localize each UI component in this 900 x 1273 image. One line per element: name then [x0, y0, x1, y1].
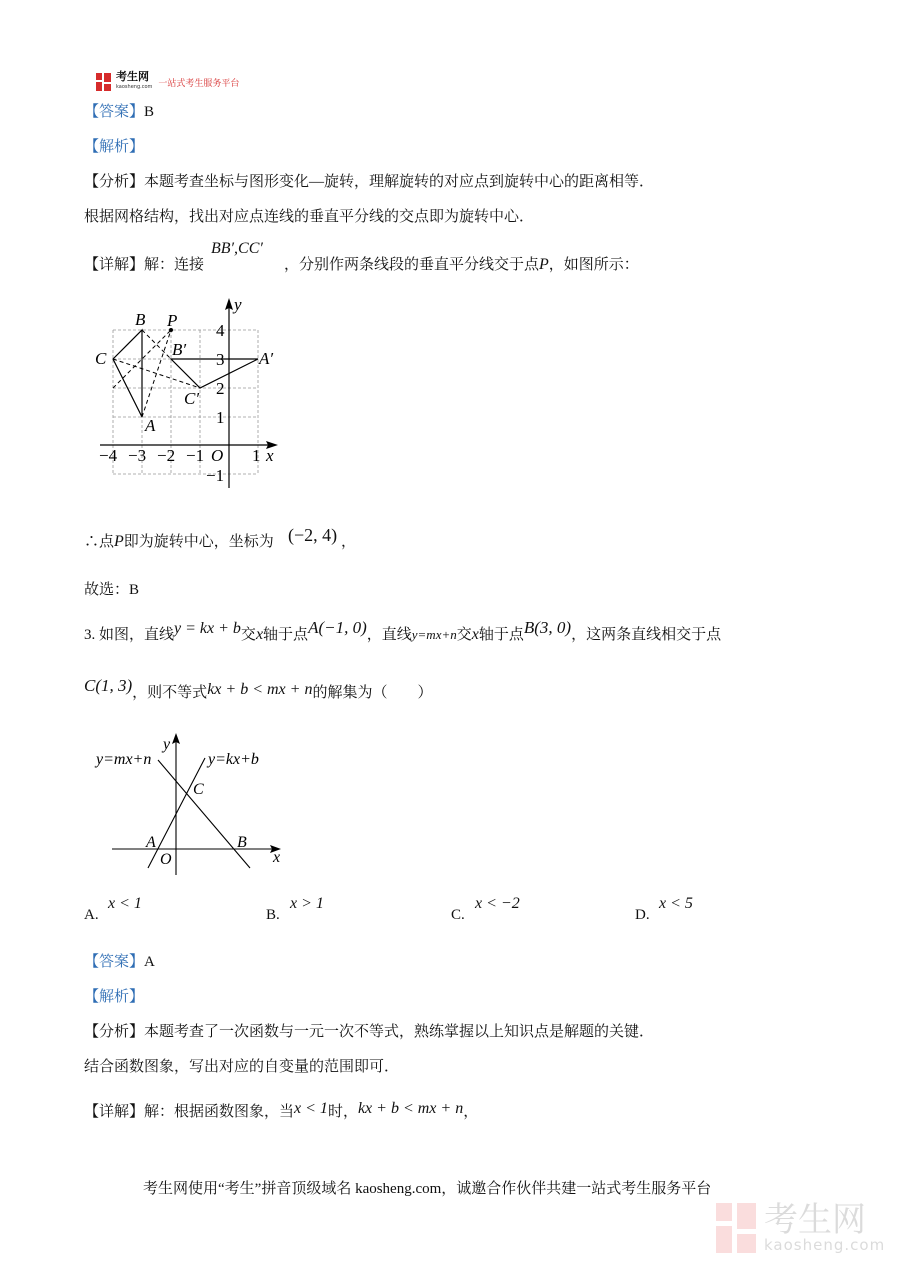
option-a[interactable]: A. — [84, 907, 99, 923]
svg-text:−4: −4 — [99, 446, 118, 465]
fenxi-text: 本题考查了一次函数与一元一次不等式，熟练掌握以上知识点是解题的关键． — [144, 1024, 655, 1040]
footer-text: 考生网使用“考生”拼音顶级域名 kaosheng.com，诚邀合作伙伴共建一站式考生服务平台 — [143, 1181, 712, 1197]
fenxi-text: 本题考查坐标与图形变化—旋转，理解旋转的对应点到旋转中心的距离相等． — [144, 174, 655, 190]
svg-text:−1: −1 — [206, 466, 225, 485]
answer: B — [144, 104, 155, 120]
label-b: B — [135, 310, 146, 329]
fenxi-label: 【分析】 — [84, 174, 145, 190]
option-d[interactable]: D. — [635, 907, 650, 923]
label-kx-b: y=kx+b — [208, 751, 259, 768]
formula-bb-cc: BB′,CC′ — [211, 240, 263, 257]
label-c-prime: C′ — [184, 389, 200, 408]
linear-functions-figure — [0, 720, 320, 890]
detail-line: 【详解】解：根据函数图象，当x < 1时，kx + b < mx + n， — [84, 1100, 479, 1120]
triangle-abc — [113, 330, 142, 417]
label-p: P — [167, 311, 178, 330]
svg-text:2: 2 — [216, 379, 225, 398]
label-b-prime: B′ — [172, 340, 187, 359]
label-y: y — [163, 736, 171, 753]
detail-text: 解：连接 — [144, 257, 205, 273]
label-a: A — [146, 834, 156, 851]
fenxi-text-2: 根据网格结构，找出对应点连线的垂直平分线的交点即为旋转中心． — [84, 209, 535, 225]
choice: 故选：B — [84, 582, 140, 598]
label-a: A — [145, 416, 156, 435]
svg-text:−1: −1 — [186, 446, 205, 465]
answer-label: 【答案】 — [84, 954, 145, 970]
label-x: x — [273, 849, 281, 866]
triangle-abc-prime — [171, 359, 258, 388]
svg-text:−2: −2 — [157, 446, 176, 465]
svg-text:−3: −3 — [128, 446, 147, 465]
detail-label: 【详解】 — [84, 257, 145, 273]
label-o: O — [211, 446, 224, 465]
option-c[interactable]: C. — [451, 907, 465, 923]
analysis-label: 【解析】 — [84, 139, 145, 155]
slogan: 一站式考生服务平台 — [158, 78, 240, 89]
q3-line1: 3. 如图，直线y = kx + b交x轴于点A(−1, 0)，直线y=mx+n交x轴于点B(3, 0)，这两条直线相交于点 — [84, 618, 722, 643]
fenxi-text-2: 结合函数图象，写出对应的自变量的范围即可． — [84, 1059, 400, 1075]
analysis-label: 【解析】 — [84, 989, 145, 1005]
svg-text:4: 4 — [216, 321, 225, 340]
svg-text:3: 3 — [216, 350, 225, 369]
label-x: x — [266, 446, 274, 465]
svg-text:1: 1 — [216, 408, 225, 427]
label-mx-n: y=mx+n — [96, 751, 152, 768]
document-page: 考生网 kaosheng.com 一站式考生服务平台 【答案】B 【解析】 【分析】本题考查坐标与图形变化—旋转，理解旋转的对应点到旋转中心的距离相等． 根据网格结构，找出对应点连线的垂直平分线的交点即为旋转中心． 【详解】解：连接 BB′,CC′ ，分别作两条线段的垂直平分线交于点P，如图所示： B P C B′ A′ C′ A O x y −4 −3 −2 −1 1 4 3 2 1 −1 ∴点P即为旋转中心，坐标为 (−2, 4) ， 故选：B 3. 如图，直线y = kx + b交x轴于点A(−1, 0)，直线y=mx+n交x轴于点B(3, 0)，这两条直线相交于点 C(1, 3)，则不等式kx + b < mx + n的解集为（ ） y=mx+n y=kx+b C A B O x y A. x < 1 B. x > 1 C. x < −2 D. x < 5 【答案】A 【解析】 【分析】本题考查了一次函数与一元一次不等式，熟练掌握以上知识点是解题的关键． 结合函数图象，写出对应的自变量的范围即可． 【详解】解：根据函数图象，当x < 1时，kx + b < mx + n， 考生网使用“考生”拼音顶级域名 kaosheng.com，诚邀合作伙伴共建一站式考生服务平台 考生网 kaosheng.com — [0, 0, 900, 1273]
label-y: y — [234, 295, 242, 314]
label-c: C — [193, 781, 204, 798]
watermark-logo-icon — [716, 1203, 756, 1253]
svg-text:1: 1 — [252, 446, 261, 465]
answer: A — [144, 954, 155, 970]
watermark: 考生网 kaosheng.com — [716, 1203, 885, 1253]
label-c: C — [95, 349, 107, 368]
line-mx-n — [158, 760, 250, 868]
kaosheng-logo: 考生网 kaosheng.com 一站式考生服务平台 — [96, 72, 239, 92]
option-b[interactable]: B. — [266, 907, 280, 923]
answer-label: 【答案】 — [84, 104, 145, 120]
rotation-figure — [0, 0, 900, 520]
label-a-prime: A′ — [259, 349, 274, 368]
label-b: B — [237, 834, 247, 851]
q3-line2: C(1, 3)，则不等式kx + b < mx + n的解集为（ ） — [84, 676, 433, 701]
coordinate-p: (−2, 4) — [288, 525, 338, 545]
label-o: O — [160, 851, 172, 868]
